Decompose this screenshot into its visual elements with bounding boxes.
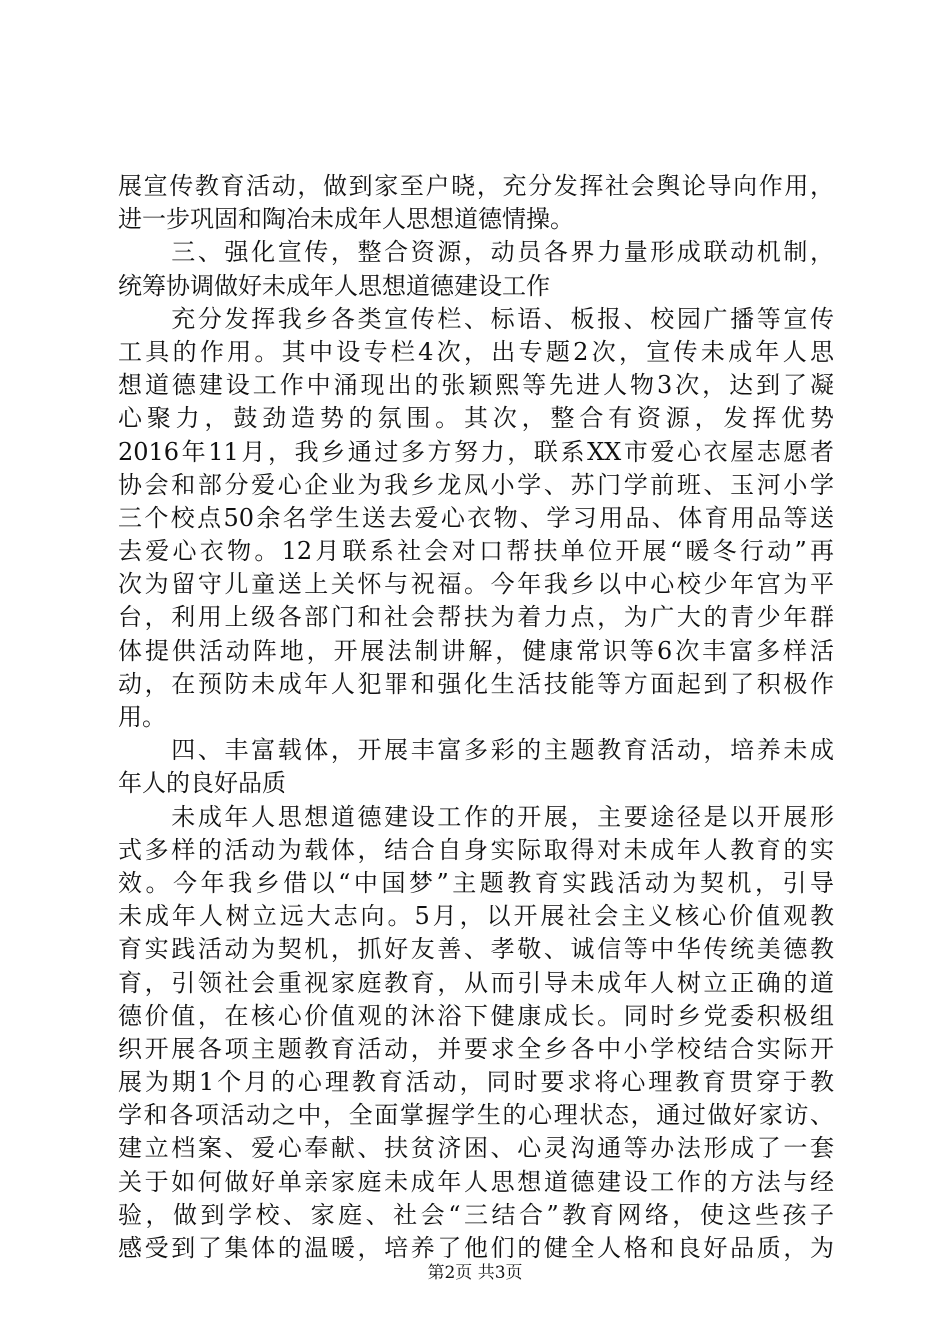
text-line: 未成年人思想道德建设工作的开展，主要途径是以开展形 [118,802,834,831]
text-line: 关于如何做好单亲家庭未成年人思想道德建设工作的方法与经 [118,1167,834,1196]
text-line: 动，在预防未成年人犯罪和强化生活技能等方面起到了积极作 [118,669,834,698]
text-line: 充分发挥我乡各类宣传栏、标语、板报、校园广播等宣传 [118,304,834,333]
text-line: 年人的良好品质 [118,769,286,798]
text-line: 体提供活动阵地，开展法制讲解，健康常识等6次丰富多样活 [118,636,834,665]
text-line: 协会和部分爱心企业为我乡龙凤小学、苏门学前班、玉河小学 [118,470,834,499]
text-line: 统筹协调做好未成年人思想道德建设工作 [118,271,550,300]
text-line: 效。今年我乡借以“中国梦”主题教育实践活动为契机，引导 [118,868,834,897]
text-line: 2016年11月，我乡通过多方努力，联系XX市爱心衣屋志愿者 [118,437,834,466]
page-number: 第2页 共3页 [427,1263,523,1283]
text-line: 德价值，在核心价值观的沐浴下健康成长。同时乡党委积极组 [118,1001,834,1030]
text-line: 四、丰富载体，开展丰富多彩的主题教育活动，培养未成 [118,736,834,765]
text-line: 用。 [118,703,166,731]
text-line: 学和各项活动之中，全面掌握学生的心理状态，通过做好家访、 [118,1101,834,1130]
text-line: 育实践活动为契机，抓好友善、孝敬、诚信等中华传统美德教 [118,935,834,964]
text-line: 三、强化宣传，整合资源，动员各界力量形成联动机制， [118,238,834,267]
text-line: 未成年人树立远大志向。5月，以开展社会主义核心价值观教 [118,902,834,931]
text-line: 育，引领社会重视家庭教育，从而引导未成年人树立正确的道 [118,968,834,997]
text-line: 心聚力，鼓劲造势的氛围。其次，整合有资源，发挥优势 [118,404,834,433]
text-line: 织开展各项主题教育活动，并要求全乡各中小学校结合实际开 [118,1034,834,1063]
text-line: 进一步巩固和陶冶未成年人思想道德情操。 [118,205,574,234]
text-line: 式多样的活动为载体，结合自身实际取得对未成年人教育的实 [118,835,834,864]
text-line: 展宣传教育活动，做到家至户晓，充分发挥社会舆论导向作用， [118,172,834,200]
text-line: 建立档案、爱心奉献、扶贫济困、心灵沟通等办法形成了一套 [118,1134,834,1163]
text-line: 三个校点50余名学生送去爱心衣物、学习用品、体育用品等送 [118,503,834,532]
text-line: 次为留守儿童送上关怀与祝福。今年我乡以中心校少年宫为平 [118,570,834,599]
text-line: 展为期1个月的心理教育活动，同时要求将心理教育贯穿于教 [118,1068,834,1097]
text-line: 感受到了集体的温暖，培养了他们的健全人格和良好品质，为 [118,1234,834,1262]
text-line: 想道德建设工作中涌现出的张颖熙等先进人物3次，达到了凝 [118,371,834,400]
text-line: 台，利用上级各部门和社会帮扶为着力点，为广大的青少年群 [118,603,834,632]
text-line: 验，做到学校、家庭、社会“三结合”教育网络，使这些孩子 [118,1200,834,1229]
document-body [118,170,834,1265]
text-line: 去爱心衣物。12月联系社会对口帮扶单位开展“暖冬行动”再 [118,537,834,566]
text-line: 工具的作用。其中设专栏4次，出专题2次，宣传未成年人思 [118,337,834,366]
